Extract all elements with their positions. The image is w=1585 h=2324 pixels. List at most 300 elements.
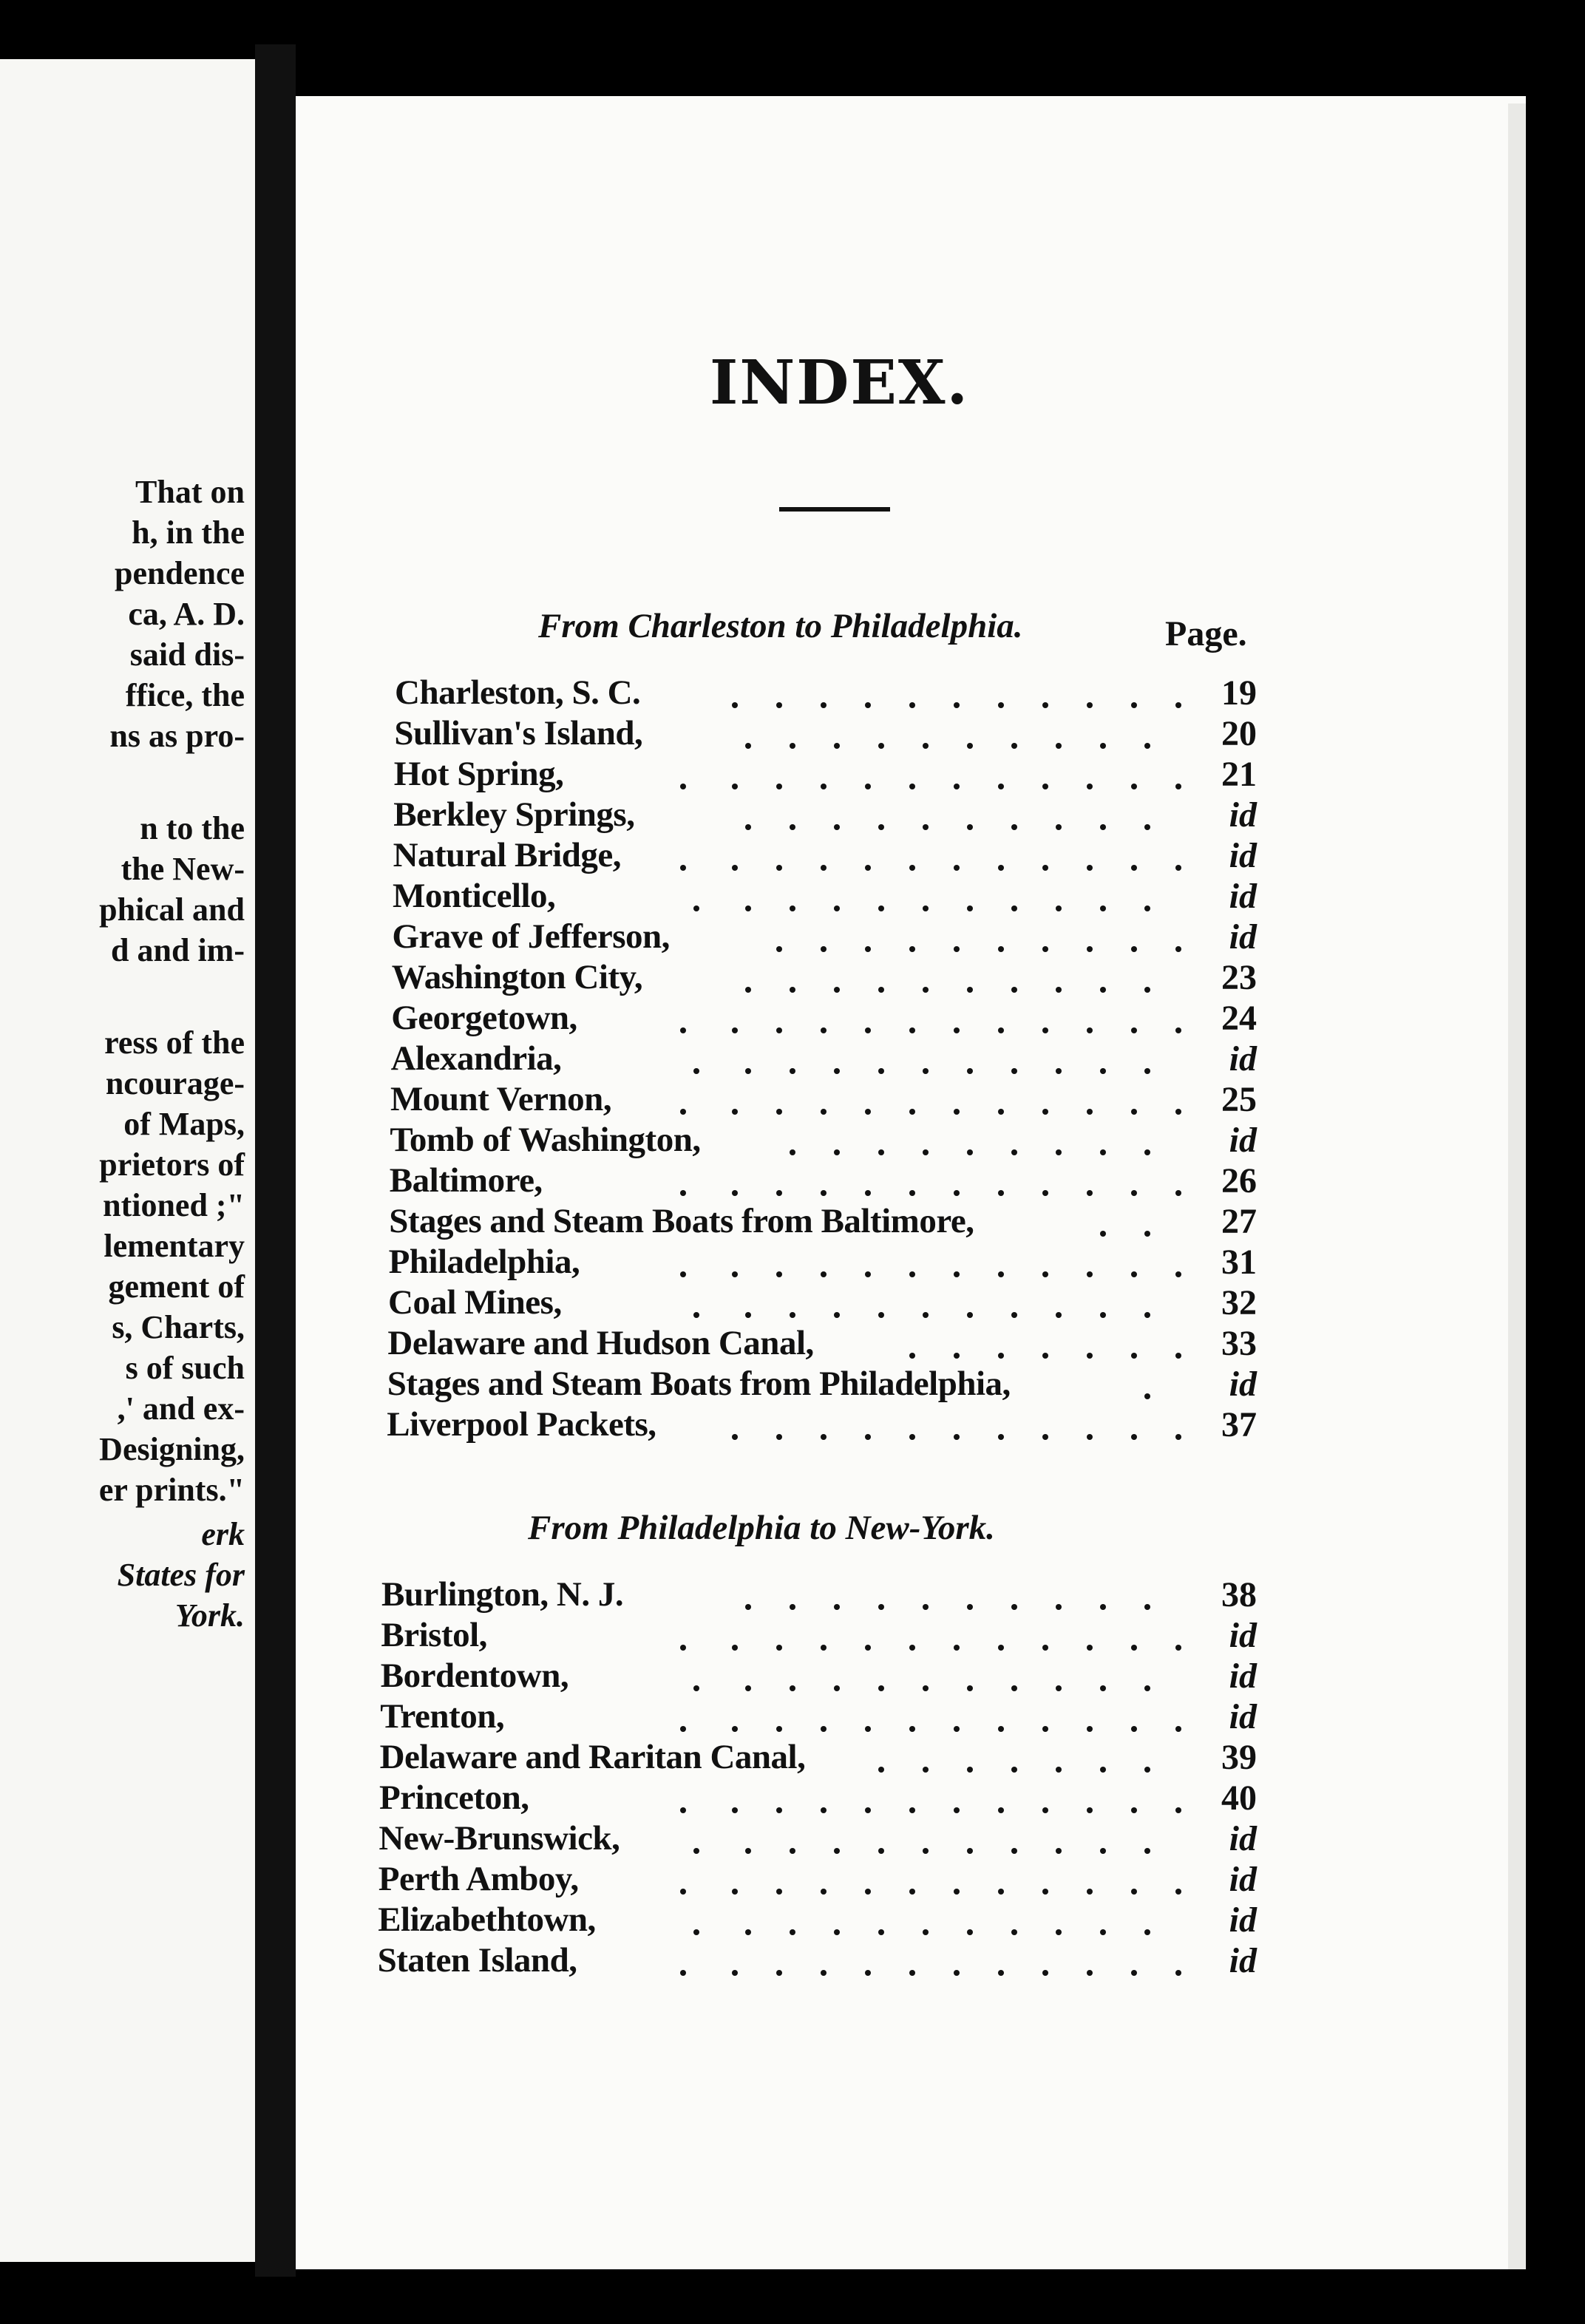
leader-dot [776, 946, 782, 952]
leader-dot [998, 1970, 1004, 1976]
leader-dot [1175, 865, 1181, 871]
leader-dot [967, 1848, 973, 1854]
leader-dot [732, 1726, 738, 1732]
leader-dot [1131, 1970, 1137, 1976]
facing-page-line: said dis- [129, 636, 245, 673]
leader-dot [954, 1190, 960, 1196]
leader-dot [1011, 743, 1017, 749]
leader-dot [821, 946, 827, 952]
leader-dot [1056, 906, 1062, 911]
leader-dot [790, 1685, 795, 1691]
leader-dot [790, 906, 795, 911]
leader-dot [732, 1645, 738, 1651]
leader-dot [680, 865, 686, 871]
leader-dot [1087, 1434, 1093, 1440]
leader-dot [865, 1190, 871, 1196]
index-entry [0, 1120, 1272, 1161]
facing-page-line: prietors of [99, 1146, 245, 1183]
leader-dot [909, 865, 915, 871]
index-entry [0, 1818, 1272, 1860]
entry-page-number: id [1229, 836, 1257, 875]
leader-dot [1087, 1353, 1093, 1359]
leader-dot [878, 987, 884, 993]
leader-dot [821, 1190, 827, 1196]
leader-dot [1144, 1929, 1150, 1935]
leader-dot [1042, 1726, 1048, 1732]
leader-dot [1131, 1645, 1137, 1651]
leader-dot [865, 1027, 871, 1033]
leader-dot [1100, 1929, 1106, 1935]
leader-dot [1131, 946, 1137, 952]
leader-dot [1056, 743, 1062, 749]
entry-name: Tomb of Washington, [390, 1121, 701, 1159]
leader-dot [680, 1027, 686, 1033]
entry-name: Georgetown, [391, 999, 577, 1037]
entry-page-number: id [1229, 1819, 1257, 1858]
leader-dot [1056, 824, 1062, 830]
leader-dot [1087, 784, 1093, 789]
leader-dot [1175, 1726, 1181, 1732]
leader-dot [998, 1645, 1004, 1651]
leader-dot [732, 1190, 738, 1196]
leader-dot [1131, 1889, 1137, 1895]
leader-dot [776, 784, 782, 789]
entry-page-number: 38 [1221, 1575, 1257, 1614]
leader-dot [732, 1027, 738, 1033]
entry-name: Monticello, [393, 877, 556, 915]
index-entry [0, 1778, 1272, 1819]
leader-dot [1087, 1027, 1093, 1033]
leader-dot [1087, 1970, 1093, 1976]
leader-dot [745, 1929, 751, 1935]
leader-dot [732, 1889, 738, 1895]
leader-dot [1144, 987, 1150, 993]
entry-page-number: id [1229, 1900, 1257, 1940]
leader-dot [821, 1109, 827, 1115]
leader-dot [1175, 1434, 1181, 1440]
entry-name: Coal Mines, [388, 1283, 562, 1322]
facing-page-line: Designing, [99, 1431, 245, 1467]
index-entry [0, 1574, 1272, 1616]
entry-page-number: id [1229, 1657, 1257, 1696]
leader-dot [967, 1929, 973, 1935]
entry-name: Burlington, N. J. [381, 1575, 624, 1614]
leader-dot [1042, 946, 1048, 952]
leader-dot [998, 1726, 1004, 1732]
leader-dot [865, 702, 871, 708]
leader-dot [954, 1027, 960, 1033]
leader-dot [1175, 1353, 1181, 1359]
leader-dot [732, 865, 738, 871]
leader-dot [909, 1726, 915, 1732]
leader-dot [693, 906, 699, 911]
leader-dot [954, 865, 960, 871]
index-entry [0, 754, 1272, 795]
facing-page-line: ffice, the [125, 677, 245, 713]
entry-page-number: 37 [1221, 1405, 1257, 1444]
leader-dot [954, 1434, 960, 1440]
leader-dot [834, 906, 840, 911]
entry-page-number: id [1229, 1941, 1257, 1980]
entry-page-number: 40 [1221, 1778, 1257, 1818]
index-entry [0, 835, 1272, 877]
leader-dot [998, 1109, 1004, 1115]
leader-dot [1011, 1604, 1017, 1610]
leader-dot [821, 1970, 827, 1976]
leader-dot [732, 1970, 738, 1976]
leader-dot [1100, 1231, 1106, 1237]
leader-dot [776, 865, 782, 871]
leader-dot [967, 1068, 973, 1074]
facing-page-line: s, Charts, [112, 1309, 245, 1345]
leader-dot [776, 1889, 782, 1895]
leader-dot [693, 1685, 699, 1691]
index-entry [0, 1323, 1272, 1365]
entry-name: Philadelphia, [388, 1243, 580, 1281]
leader-dot [790, 1312, 795, 1318]
leader-dot [1042, 1970, 1048, 1976]
leader-dot [821, 1807, 827, 1813]
leader-dot [790, 987, 795, 993]
index-entry [0, 1404, 1272, 1446]
leader-dot [1100, 1685, 1106, 1691]
leader-dot [776, 1271, 782, 1277]
leader-dot [1175, 1645, 1181, 1651]
leader-dot [1144, 824, 1150, 830]
index-entry [0, 1940, 1272, 1982]
leader-dot [909, 1807, 915, 1813]
index-entry [0, 1079, 1272, 1121]
entry-page-number: 23 [1221, 958, 1257, 997]
leader-dot [1011, 1929, 1017, 1935]
leader-dot [1144, 1767, 1150, 1773]
leader-dot [1131, 1726, 1137, 1732]
leader-dot [821, 1889, 827, 1895]
leader-dot [834, 1312, 840, 1318]
leader-dot [1056, 1068, 1062, 1074]
entry-page-number: id [1229, 1039, 1257, 1078]
leader-dot [954, 1726, 960, 1732]
leader-dot [1087, 1190, 1093, 1196]
leader-dot [967, 824, 973, 830]
leader-dot [1100, 1848, 1106, 1854]
section-heading: From Charleston to Philadelphia. [538, 607, 1023, 645]
entry-name: Princeton, [379, 1778, 529, 1817]
index-entry [0, 1900, 1272, 1941]
leader-dot [1175, 1807, 1181, 1813]
leader-dot [1056, 1312, 1062, 1318]
leader-dot [998, 1889, 1004, 1895]
entry-page-number: id [1229, 1860, 1257, 1899]
leader-dot [1087, 702, 1093, 708]
leader-dot [954, 1271, 960, 1277]
leader-dot [923, 906, 929, 911]
leader-dot [680, 1726, 686, 1732]
leader-dot [745, 824, 751, 830]
leader-dot [680, 1109, 686, 1115]
leader-dot [732, 1434, 738, 1440]
entry-name: Mount Vernon, [390, 1080, 612, 1118]
leader-dot [693, 1312, 699, 1318]
facing-page-line: erk [201, 1516, 245, 1552]
page-edge [1508, 103, 1526, 2269]
leader-dot [954, 1645, 960, 1651]
leader-dot [865, 1109, 871, 1115]
leader-dot [998, 865, 1004, 871]
entry-page-number: id [1229, 917, 1257, 957]
index-entry [0, 876, 1272, 917]
leader-dot [776, 702, 782, 708]
leader-dot [865, 946, 871, 952]
index-entry [0, 957, 1272, 999]
leader-dot [1131, 702, 1137, 708]
leader-dot [745, 1848, 751, 1854]
index-entry [0, 713, 1272, 755]
leader-dot [1131, 1271, 1137, 1277]
leader-dot [776, 1109, 782, 1115]
index-entry [0, 1364, 1272, 1405]
entry-page-number: 24 [1221, 999, 1257, 1038]
facing-page-line: ress of the [104, 1025, 245, 1061]
facing-page-line: h, in the [132, 514, 245, 551]
leader-dot [1175, 1027, 1181, 1033]
leader-dot [1042, 1109, 1048, 1115]
leader-dot [878, 1604, 884, 1610]
leader-dot [909, 946, 915, 952]
index-entry [0, 1859, 1272, 1900]
leader-dot [1131, 1027, 1137, 1033]
leader-dot [909, 702, 915, 708]
leader-dot [967, 1149, 973, 1155]
leader-dot [954, 702, 960, 708]
leader-dot [923, 987, 929, 993]
leader-dot [923, 1767, 929, 1773]
leader-dot [1042, 1271, 1048, 1277]
leader-dot [878, 906, 884, 911]
leader-dot [865, 1434, 871, 1440]
index-entry [0, 1161, 1272, 1202]
leader-dot [865, 1807, 871, 1813]
leader-dot [909, 1190, 915, 1196]
leader-dot [1131, 1353, 1137, 1359]
index-entry [0, 795, 1272, 836]
leader-dot [680, 1807, 686, 1813]
leader-dot [998, 1353, 1004, 1359]
leader-dot [1042, 1889, 1048, 1895]
entry-name: Charleston, S. C. [395, 673, 641, 712]
entry-name: Washington City, [391, 958, 643, 996]
leader-dot [909, 1434, 915, 1440]
leader-dot [776, 1726, 782, 1732]
leader-dot [1100, 906, 1106, 911]
leader-dot [1100, 824, 1106, 830]
leader-dot [878, 743, 884, 749]
leader-dot [865, 1970, 871, 1976]
leader-dot [1011, 1685, 1017, 1691]
leader-dot [834, 1929, 840, 1935]
entry-name: Staten Island, [377, 1941, 577, 1980]
leader-dot [834, 1848, 840, 1854]
leader-dot [1175, 784, 1181, 789]
leader-dot [1144, 1231, 1150, 1237]
entry-name: Stages and Steam Boats from Baltimore, [389, 1202, 974, 1240]
leader-dot [693, 1068, 699, 1074]
leader-dot [834, 1685, 840, 1691]
leader-dot [745, 1068, 751, 1074]
leader-dot [923, 1929, 929, 1935]
leader-dot [998, 1190, 1004, 1196]
leader-dot [1011, 906, 1017, 911]
leader-dot [1056, 1604, 1062, 1610]
leader-dot [878, 1767, 884, 1773]
entry-page-number: id [1229, 1121, 1257, 1160]
leader-dot [1056, 1929, 1062, 1935]
leader-dot [790, 824, 795, 830]
leader-dot [1042, 1645, 1048, 1651]
facing-page-line: d and im- [111, 932, 245, 968]
leader-dot [693, 1929, 699, 1935]
leader-dot [1144, 1685, 1150, 1691]
entry-page-number: 39 [1221, 1738, 1257, 1777]
leader-dot [776, 1434, 782, 1440]
leader-dot [1087, 865, 1093, 871]
leader-dot [909, 1645, 915, 1651]
leader-dot [1144, 1848, 1150, 1854]
leader-dot [732, 784, 738, 789]
entry-page-number: 21 [1221, 755, 1257, 794]
facing-page-line: ns as pro- [109, 718, 245, 754]
leader-dot [1175, 946, 1181, 952]
leader-dot [745, 1604, 751, 1610]
leader-dot [1011, 1312, 1017, 1318]
entry-page-number: 27 [1221, 1202, 1257, 1241]
index-entry [0, 1737, 1272, 1778]
leader-dot [967, 743, 973, 749]
index-entry [0, 1696, 1272, 1738]
entry-page-number: 19 [1221, 673, 1257, 713]
leader-dot [998, 946, 1004, 952]
leader-dot [1144, 1312, 1150, 1318]
leader-dot [1175, 1109, 1181, 1115]
leader-dot [998, 1807, 1004, 1813]
leader-dot [1100, 987, 1106, 993]
leader-dot [1011, 1149, 1017, 1155]
leader-dot [834, 987, 840, 993]
leader-dot [776, 1807, 782, 1813]
facing-page-line: ntioned ;" [103, 1187, 245, 1223]
leader-dot [954, 1109, 960, 1115]
leader-dot [834, 1068, 840, 1074]
leader-dot [790, 1068, 795, 1074]
leader-dot [1131, 1434, 1137, 1440]
leader-dot [776, 1027, 782, 1033]
leader-dot [745, 743, 751, 749]
leader-dot [1087, 1726, 1093, 1732]
leader-dot [954, 1353, 960, 1359]
entry-name: Liverpool Packets, [387, 1405, 656, 1444]
leader-dot [1056, 1149, 1062, 1155]
leader-dot [745, 1685, 751, 1691]
leader-dot [1011, 987, 1017, 993]
leader-dot [878, 1685, 884, 1691]
entry-name: Sullivan's Island, [394, 714, 643, 752]
leader-dot [834, 1604, 840, 1610]
facing-page-line: That on [135, 474, 245, 510]
facing-page-line: lementary [103, 1228, 245, 1264]
leader-dot [1144, 906, 1150, 911]
leader-dot [909, 1353, 915, 1359]
leader-dot [1087, 1271, 1093, 1277]
leader-dot [834, 1149, 840, 1155]
leader-dot [909, 1271, 915, 1277]
leader-dot [1011, 1848, 1017, 1854]
leader-dot [680, 1190, 686, 1196]
entry-page-number: id [1229, 1365, 1257, 1404]
leader-dot [1144, 1149, 1150, 1155]
entry-page-number: id [1229, 1616, 1257, 1655]
leader-dot [878, 1068, 884, 1074]
leader-dot [967, 906, 973, 911]
entry-name: Hot Spring, [393, 755, 564, 793]
leader-dot [821, 1271, 827, 1277]
leader-dot [865, 1726, 871, 1732]
leader-dot [745, 1312, 751, 1318]
leader-dot [967, 1767, 973, 1773]
leader-dot [878, 1848, 884, 1854]
leader-dot [954, 1970, 960, 1976]
facing-page-line: York. [174, 1597, 245, 1634]
leader-dot [732, 1271, 738, 1277]
leader-dot [790, 743, 795, 749]
entry-name: Grave of Jefferson, [392, 917, 670, 956]
leader-dot [776, 1190, 782, 1196]
entry-name: Perth Amboy, [378, 1860, 579, 1898]
leader-dot [1087, 1807, 1093, 1813]
entry-name: Delaware and Raritan Canal, [379, 1738, 806, 1776]
entry-page-number: id [1229, 877, 1257, 916]
leader-dot [909, 1027, 915, 1033]
leader-dot [1056, 1767, 1062, 1773]
leader-dot [865, 1645, 871, 1651]
leader-dot [865, 865, 871, 871]
leader-dot [1131, 1109, 1137, 1115]
leader-dot [693, 1848, 699, 1854]
facing-page-line: the New- [121, 851, 245, 887]
leader-dot [680, 1970, 686, 1976]
leader-dot [1175, 1889, 1181, 1895]
leader-dot [1100, 1068, 1106, 1074]
page-column-heading: Page. [1165, 614, 1247, 653]
leader-dot [1131, 784, 1137, 789]
facing-page-line: of Maps, [123, 1106, 245, 1142]
leader-dot [1131, 1190, 1137, 1196]
leader-dot [1175, 1970, 1181, 1976]
leader-dot [1042, 702, 1048, 708]
index-entry [0, 1615, 1272, 1657]
leader-dot [821, 702, 827, 708]
leader-dot [1175, 702, 1181, 708]
leader-dot [923, 1848, 929, 1854]
facing-page-line: er prints." [98, 1472, 245, 1508]
leader-dot [732, 1109, 738, 1115]
leader-dot [745, 987, 751, 993]
leader-dot [821, 1434, 827, 1440]
facing-page-line: s of such [125, 1350, 245, 1386]
leader-dot [680, 1645, 686, 1651]
leader-dot [923, 1149, 929, 1155]
leader-dot [1131, 865, 1137, 871]
facing-page-line: n to the [140, 810, 245, 846]
